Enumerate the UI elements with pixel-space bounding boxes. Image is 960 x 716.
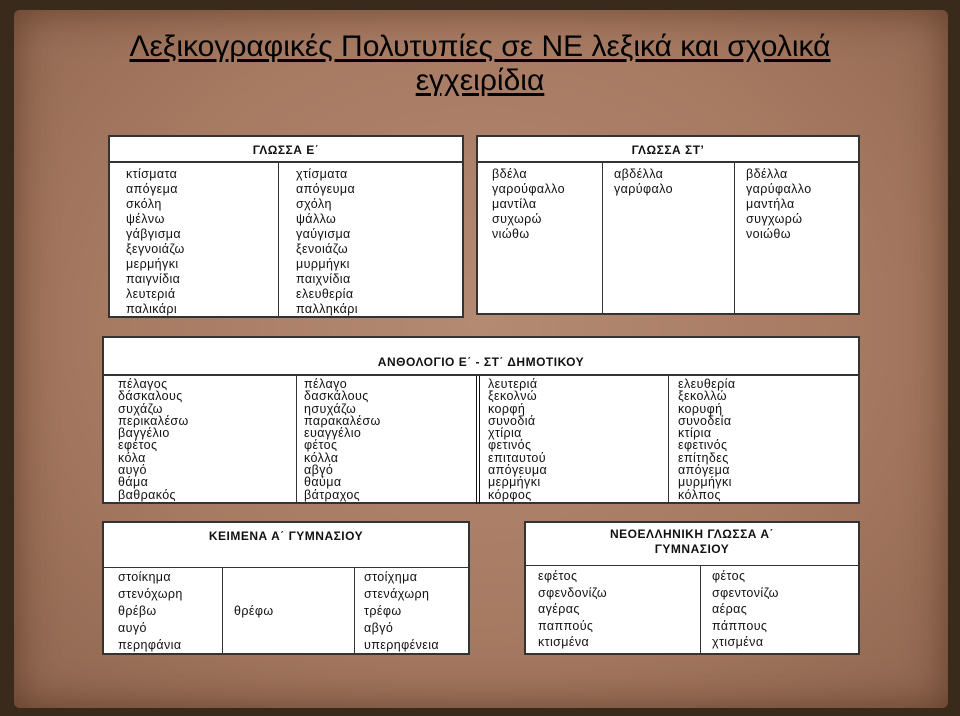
word-item: τρέφω: [364, 604, 402, 618]
word-item: κτισμένα: [538, 635, 590, 649]
column-divider: [700, 565, 701, 655]
word-item: συχωρώ: [492, 212, 542, 226]
page-title: [40, 30, 920, 98]
page-title-line-1: Λεξικογραφικές Πολυτυπίες σε ΝΕ λεξικά και σχολικά: [129, 30, 831, 63]
word-item: κόλπος: [678, 487, 721, 502]
word-item: παιγνίδια: [126, 272, 181, 286]
table-neoelliniki: [524, 521, 860, 655]
word-item: απόγευμα: [488, 463, 548, 478]
word-item: ελευθερία: [678, 377, 736, 391]
word-item: υπερηφένεια: [364, 638, 439, 652]
word-item: στοίκημα: [118, 570, 172, 584]
word-item: παρακαλέσω: [304, 413, 381, 428]
word-item: κόλλα: [304, 450, 339, 465]
word-item: βδέλα: [492, 167, 528, 181]
word-item: ησυχάζω: [304, 401, 357, 416]
word-item: παιχνίδια: [296, 272, 351, 286]
word-item: απόγεμα: [678, 463, 730, 478]
word-item: γαύγισμα: [296, 227, 351, 241]
word-item: περηφάνια: [118, 638, 182, 652]
column-divider: [278, 163, 279, 318]
word-item: κορυφή: [678, 401, 723, 416]
column-variants-2: [712, 568, 779, 651]
column-variants-3: [364, 569, 439, 654]
word-item: λευτεριά: [488, 377, 538, 391]
word-item: κόρφος: [488, 487, 532, 502]
word-item: αγέρας: [538, 602, 580, 616]
table-title: [526, 527, 858, 567]
word-item: φέτος: [304, 438, 338, 453]
word-item: σφενδονίζω: [538, 585, 608, 600]
table-glossa-e: [108, 135, 464, 318]
word-item: παλικάρι: [126, 302, 178, 316]
word-item: εφέτος: [538, 569, 578, 583]
table-glossa-st: [476, 135, 860, 315]
word-item: ξεκολλώ: [678, 389, 727, 404]
column-variants-1: [492, 167, 565, 242]
word-item: θρέβω: [118, 604, 157, 618]
header-divider: [104, 567, 468, 568]
word-item: μυρμήγκι: [678, 475, 732, 490]
word-item: χτίσματα: [296, 167, 348, 181]
column-variants-3: [488, 378, 547, 501]
word-item: μυρμήγκι: [296, 257, 350, 271]
word-item: παλληκάρι: [296, 302, 358, 316]
word-item: στενόχωρη: [118, 587, 183, 601]
word-item: συνοδιά: [488, 413, 536, 428]
column-variants-1: [118, 569, 183, 654]
word-item: ξεκολνώ: [488, 389, 538, 404]
column-divider: [354, 567, 355, 655]
word-item: πάππους: [712, 618, 768, 633]
word-item: γαρύφαλλο: [746, 182, 812, 196]
word-item: ξεγνοιάζω: [126, 242, 185, 256]
word-item: συγχωρώ: [746, 212, 803, 226]
column-divider: [296, 376, 297, 504]
column-divider: [668, 376, 669, 504]
page-title-line-2: εγχειρίδια: [415, 64, 545, 97]
word-item: αυγό: [118, 621, 147, 635]
table-anthologio: [102, 336, 860, 504]
word-item: συχάζω: [118, 401, 163, 416]
column-variants-1: [126, 167, 185, 317]
table-title: ΓΛΩΣΣΑ ΣΤ’: [478, 141, 858, 163]
word-item: συνοδεία: [678, 413, 732, 428]
word-item: δάσκαλους: [118, 389, 183, 404]
word-item: μαντήλα: [746, 197, 795, 211]
column-variants-2: [234, 603, 274, 620]
word-item: χτισμένα: [712, 635, 764, 649]
word-item: γάβγισμα: [126, 227, 182, 241]
word-item: θάμα: [118, 475, 149, 490]
word-item: βαθρακός: [118, 487, 176, 502]
table-title: ΓΛΩΣΣΑ Ε΄: [110, 141, 462, 163]
word-item: βαγγέλιο: [118, 426, 170, 441]
word-item: επιταυτού: [488, 450, 546, 465]
word-item: κορφή: [488, 401, 526, 416]
column-variants-3: [746, 167, 812, 242]
word-item: ελευθερία: [296, 287, 354, 301]
word-item: εφετινός: [678, 438, 728, 453]
word-item: βάτραχος: [304, 487, 361, 502]
word-item: πέλαγος: [118, 377, 168, 391]
table-keimena: [102, 521, 470, 655]
word-item: κόλα: [118, 450, 146, 465]
column-variants-4: [678, 378, 735, 501]
word-item: μερμήγκι: [126, 257, 179, 271]
word-item: περικαλέσω: [118, 413, 189, 428]
word-item: φετινός: [488, 438, 532, 453]
column-divider: [222, 567, 223, 655]
word-item: επίτηδες: [678, 450, 729, 465]
column-divider: [602, 163, 603, 315]
word-item: δασκάλους: [304, 389, 369, 404]
word-item: μαντίλα: [492, 197, 537, 211]
column-variants-1: [538, 568, 607, 651]
word-item: ψάλλω: [296, 212, 337, 226]
word-item: απόγευμα: [296, 182, 356, 196]
word-item: γαρούφαλλο: [492, 182, 565, 196]
word-item: γαρύφαλο: [614, 182, 673, 196]
header-divider: [526, 565, 858, 566]
word-item: χτίρια: [488, 426, 522, 441]
table-title-line-2: ΓΥΜΝΑΣΙΟΥ: [654, 542, 730, 556]
word-item: εφέτος: [118, 438, 158, 453]
word-item: φέτος: [712, 569, 746, 583]
table-title: ΑΝΘΟΛΟΓΙΟ Ε΄ - ΣΤ΄ ΔΗΜΟΤΙΚΟΥ: [104, 352, 858, 376]
word-item: αέρας: [712, 602, 748, 616]
word-item: θρέφω: [234, 604, 274, 618]
word-item: αυγό: [118, 463, 147, 478]
word-item: σχόλη: [296, 197, 332, 211]
word-item: ξενοιάζω: [296, 242, 349, 256]
word-item: σφεντονίζω: [712, 585, 779, 600]
word-item: μερμήγκι: [488, 475, 541, 490]
column-variants-2: [304, 378, 381, 501]
word-item: στενάχωρη: [364, 587, 430, 601]
word-item: κτίσματα: [126, 167, 178, 181]
table-title: ΚΕΙΜΕΝΑ Α΄ ΓΥΜΝΑΣΙΟΥ: [208, 529, 364, 543]
word-item: σκόλη: [126, 197, 162, 211]
word-item: λευτεριά: [126, 287, 176, 301]
column-variants-2: [296, 167, 358, 317]
column-divider-thick: [476, 376, 480, 504]
word-item: αβγό: [304, 463, 334, 478]
word-item: νιώθω: [492, 227, 530, 241]
column-variants-2: [614, 167, 673, 197]
table-title-line-1: ΝΕΟΕΛΛΗΝΙΚΗ ΓΛΩΣΣΑ Α΄: [610, 527, 774, 541]
word-item: κτίρια: [678, 426, 712, 441]
column-divider: [734, 163, 735, 315]
word-item: ψέλνω: [126, 212, 165, 226]
word-item: απόγεμα: [126, 182, 178, 196]
word-item: αβγό: [364, 621, 394, 635]
word-item: στοίχημα: [364, 570, 418, 584]
word-item: παππούς: [538, 618, 594, 633]
word-item: βδέλλα: [746, 167, 788, 181]
column-variants-1: [118, 378, 189, 501]
word-item: πέλαγο: [304, 377, 348, 391]
word-item: ευαγγέλιο: [304, 426, 362, 441]
word-item: θαύμα: [304, 475, 342, 490]
word-item: νοιώθω: [746, 227, 791, 241]
word-item: αβδέλλα: [614, 167, 664, 181]
